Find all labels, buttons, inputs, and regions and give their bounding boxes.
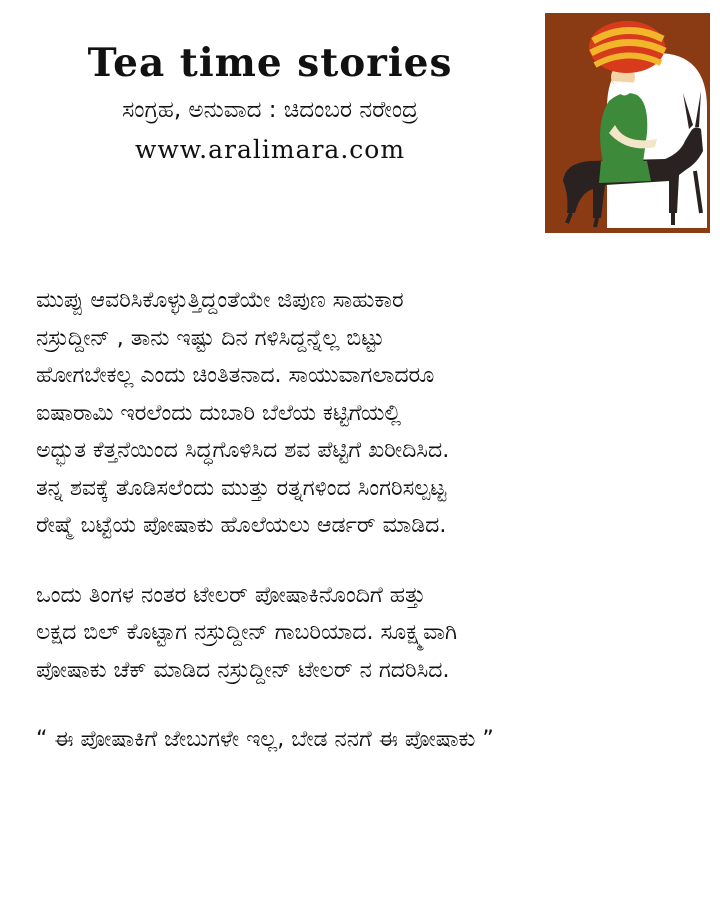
story-text [36,282,706,791]
text-line: ನಸ್ರುದ್ದೀನ್ , ತಾನು ಇಷ್ಟು ದಿನ ಗಳಿಸಿದ್ದನ್ನೆಲ್ಲ ಬಿಟ್ಟು [36,325,385,351]
story-quote [36,721,706,759]
text-line: ಹೋಗಬೇಕಲ್ಲ ಎಂದು ಚಿಂತಿತನಾದ. ಸಾಯುವಾಗಲಾದರೂ [36,363,435,388]
website-url: www.aralimara.com [134,135,406,164]
header [60,38,480,170]
text-line: ಐಷಾರಾಮಿ ಇರಲೆಂದು ದುಬಾರಿ ಬೆಲೆಯ ಕಟ್ಟಿಗೆಯಲ್ಲಿ [36,400,402,426]
text-line: ಅದ್ಭುತ ಕೆತ್ತನೆಯಿಂದ ಸಿದ್ಧಗೊಳಿಸಿದ ಶವ ಪೆಟ್ಟಿಗೆ ಖರೀದಿಸಿದ. [36,438,450,463]
story-paragraph [36,577,706,690]
text-line: ಲಕ್ಷದ ಬಿಲ್ ಕೊಟ್ಟಾಗ ನಸ್ರುದ್ದೀನ್ ಗಾಬರಿಯಾದ. ಸೂಕ್ಷ್ಮವಾಗಿ [36,620,458,645]
text-line: ಒಂದು ತಿಂಗಳ ನಂತರ ಟೇಲರ್ ಪೋಷಾಕಿನೊಂದಿಗೆ ಹತ್ತು [36,582,426,608]
page-title: Tea time stories [87,40,453,86]
text-line: ರೇಷ್ಮೆ ಬಟ್ಟೆಯ ಪೋಷಾಕು ಹೊಲೆಯಲು ಆರ್ಡರ್ ಮಾಡಿದ. [36,513,447,538]
text-line: “ ಈ ಪೋಷಾಕಿಗೆ ಜೇಬುಗಳೇ ಇಲ್ಲ, ಬೇಡ ನನಗೆ ಈ ಪೋಷಾಕು ” [36,727,494,752]
story-paragraph [36,282,706,545]
text-line: ತನ್ನ ಶವಕ್ಕೆ ತೊಡಿಸಲೆಂದು ಮುತ್ತು ರತ್ನಗಳಿಂದ ಸಿಂಗರಿಸಲ್ಪಟ್ಟ [36,475,447,501]
turbaned-rider-on-donkey-icon [545,13,710,233]
text-line: ಮುಪ್ಪು ಆವರಿಸಿಕೊಳ್ಳುತ್ತಿದ್ದಂತೆಯೇ ಜಿಪುಣ ಸಾಹುಕಾರ [36,288,404,313]
page-subtitle: ಸಂಗ್ರಹ, ಅನುವಾದ : ಚಿದಂಬರ ನರೇಂದ್ರ [122,97,418,123]
text-line: ಪೋಷಾಕು ಚೆಕ್ ಮಾಡಿದ ನಸ್ರುದ್ದೀನ್ ಟೇಲರ್ ನ ಗದರಿಸಿದ. [36,657,450,683]
